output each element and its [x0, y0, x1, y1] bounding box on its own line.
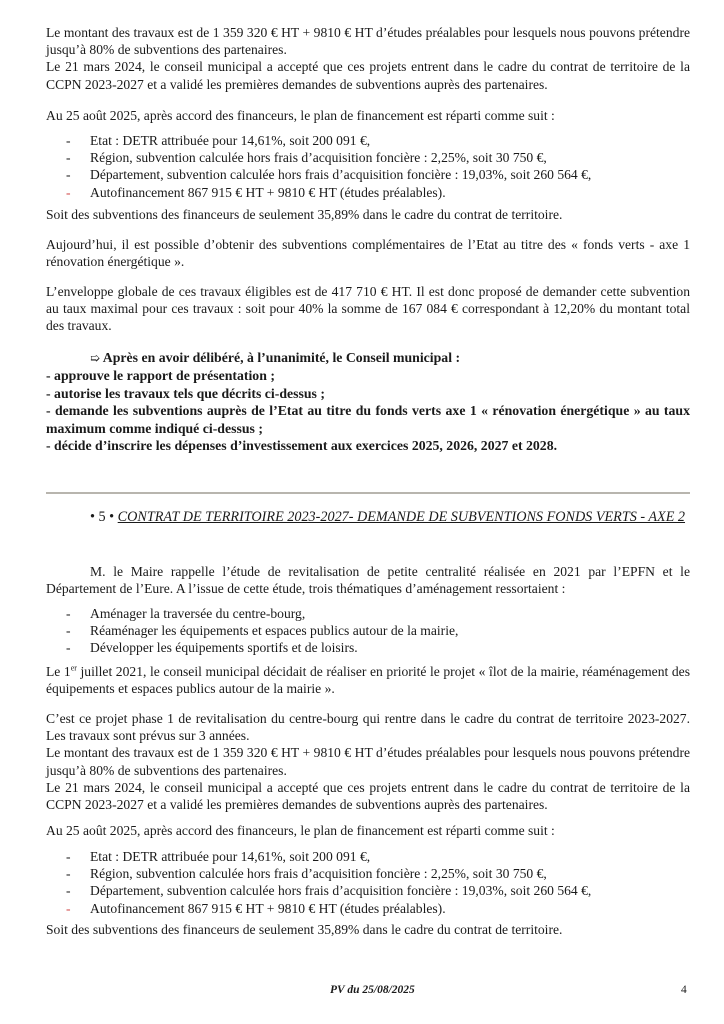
section-heading: CONTRAT DE TERRITOIRE 2023-2027- DEMANDE DE SUBVENTIONS FONDS VERTS - AXE 2 [117, 509, 686, 525]
list-item: - Développer les équipements sportifs et de loisirs. [66, 640, 358, 656]
financing-list [46, 848, 690, 917]
footer-label: PV du 25/08/2025 [330, 984, 415, 996]
themes-list [46, 605, 690, 657]
section5-paragraph-block [46, 710, 690, 813]
dash-bullet: - [66, 883, 71, 899]
dash-bullet: - [66, 150, 71, 166]
dash-bullet: - [66, 623, 71, 639]
paragraph-subventions-total: Soit des subventions des financeurs de seulement 35,89% dans le cadre du contrat de territoire. [46, 922, 563, 937]
section-number: • 5 • [90, 509, 115, 525]
dash-bullet: - [66, 640, 71, 656]
paragraph-enveloppe: L’enveloppe globale de ces travaux éligibles est de 417 710 € HT. Il est donc proposé de demander cette subvention au taux maximal pour ces travaux : soit pour 40% la somme de 167 084 € correspondant à 12,20% du montant total des travaux. [46, 284, 690, 334]
paragraph-plan-financement: Au 25 août 2025, après accord des financeurs, le plan de financement est réparti comme suit : [46, 108, 555, 123]
decision-item: - demande les subventions auprès de l’Etat au titre du fonds verts axe 1 « rénovation énergétique » au taux maximum comme indiqué ci-dessus ; [46, 403, 690, 436]
list-item: - Région, subvention calculée hors frais d’acquisition foncière : 2,25%, soit 30 750 €, [66, 150, 547, 166]
paragraph-1er-juillet: Le 1er juillet 2021, le conseil municipal décidait de réaliser en priorité le projet « îlot de la mairie, réaménagement des équipements et espaces publics autour de la mairie ». [46, 663, 690, 697]
dash-bullet-red: - [66, 900, 71, 916]
list-item: - Réaménager les équipements et espaces publics autour de la mairie, [66, 623, 459, 639]
paragraph-montant: Le montant des travaux est de 1 359 320 € HT + 9810 € HT d’études préalables pour lesquels nous pouvons prétendre jusqu’à 80% de subventions des partenaires. [46, 25, 690, 58]
paragraph-21-mars: Le 21 mars 2024, le conseil municipal a accepté que ces projets entrent dans le cadre du contrat de territoire de la CCPN 2023-2027 et a validé les premières demandes de subventions auprès des partenaires. [46, 779, 690, 813]
decision-item: - autorise les travaux tels que décrits ci-dessus ; [46, 385, 325, 401]
list-item: - Etat : DETR attribuée pour 14,61%, soit 200 091 €, [66, 849, 371, 864]
paragraph-plan-financement: Au 25 août 2025, après accord des financeurs, le plan de financement est réparti comme suit : [46, 823, 555, 838]
section-divider [46, 492, 690, 494]
dash-bullet: - [66, 866, 71, 882]
page-number: 4 [681, 984, 687, 996]
list-item: - Région, subvention calculée hors frais d’acquisition foncière : 2,25%, soit 30 750 €, [66, 866, 547, 882]
decision-item: - approuve le rapport de présentation ; [46, 368, 275, 384]
paragraph-fonds-verts: Aujourd’hui, il est possible d’obtenir des subventions complémentaires de l’Etat au titre des « fonds verts - axe 1 rénovation énergétique ». [46, 237, 690, 270]
paragraph-maire-rappelle: M. le Maire rappelle l’étude de revitalisation de petite centralité réalisée en 2021 par l’EPFN et le Département de l’Eure. A l’issue de cette étude, trois thématiques d’aménagement ressortaient : [46, 564, 690, 597]
list-item: - Etat : DETR attribuée pour 14,61%, soit 200 091 €, [66, 133, 371, 148]
arrow-icon: ➯ [90, 351, 101, 365]
decision-intro: ➯ Après en avoir délibéré, à l’unanimité, le Conseil municipal : [90, 350, 461, 365]
paragraph-subventions-total: Soit des subventions des financeurs de seulement 35,89% dans le cadre du contrat de territoire. [46, 207, 563, 222]
top-paragraph-block [46, 24, 690, 93]
dash-bullet: - [66, 133, 71, 148]
list-item: - Département, subvention calculée hors frais d’acquisition foncière : 19,03%, soit 260 564 €, [66, 167, 592, 183]
decision-item: - décide d’inscrire les dépenses d’investissement aux exercices 2025, 2026, 2027 et 2028. [46, 438, 558, 454]
dash-bullet: - [66, 849, 71, 864]
financing-list [46, 132, 690, 201]
list-item: - Autofinancement 867 915 € HT + 9810 € HT (études préalables). [66, 900, 446, 916]
paragraph-projet-phase-1: C’est ce projet phase 1 de revitalisation du centre-bourg qui rentre dans le cadre du contrat de territoire 2023-2027. Les travaux sont prévus sur 3 années. [46, 711, 690, 744]
list-item: - Aménager la traversée du centre-bourg, [66, 606, 306, 621]
section-5-title [46, 508, 690, 526]
decision-block [46, 349, 690, 454]
dash-bullet: - [66, 606, 71, 621]
paragraph-21-mars: Le 21 mars 2024, le conseil municipal a accepté que ces projets entrent dans le cadre du contrat de territoire de la CCPN 2023-2027 et a validé les premières demandes de subventions auprès des partenaires. [46, 59, 690, 92]
dash-bullet-red: - [66, 184, 71, 200]
dash-bullet: - [66, 167, 71, 183]
list-item: - Département, subvention calculée hors frais d’acquisition foncière : 19,03%, soit 260 564 €, [66, 883, 592, 899]
paragraph-montant: Le montant des travaux est de 1 359 320 € HT + 9810 € HT d’études préalables pour lesquels nous pouvons prétendre jusqu’à 80% de subventions des partenaires. [46, 745, 690, 778]
list-item: - Autofinancement 867 915 € HT + 9810 € HT (études préalables). [66, 184, 446, 200]
